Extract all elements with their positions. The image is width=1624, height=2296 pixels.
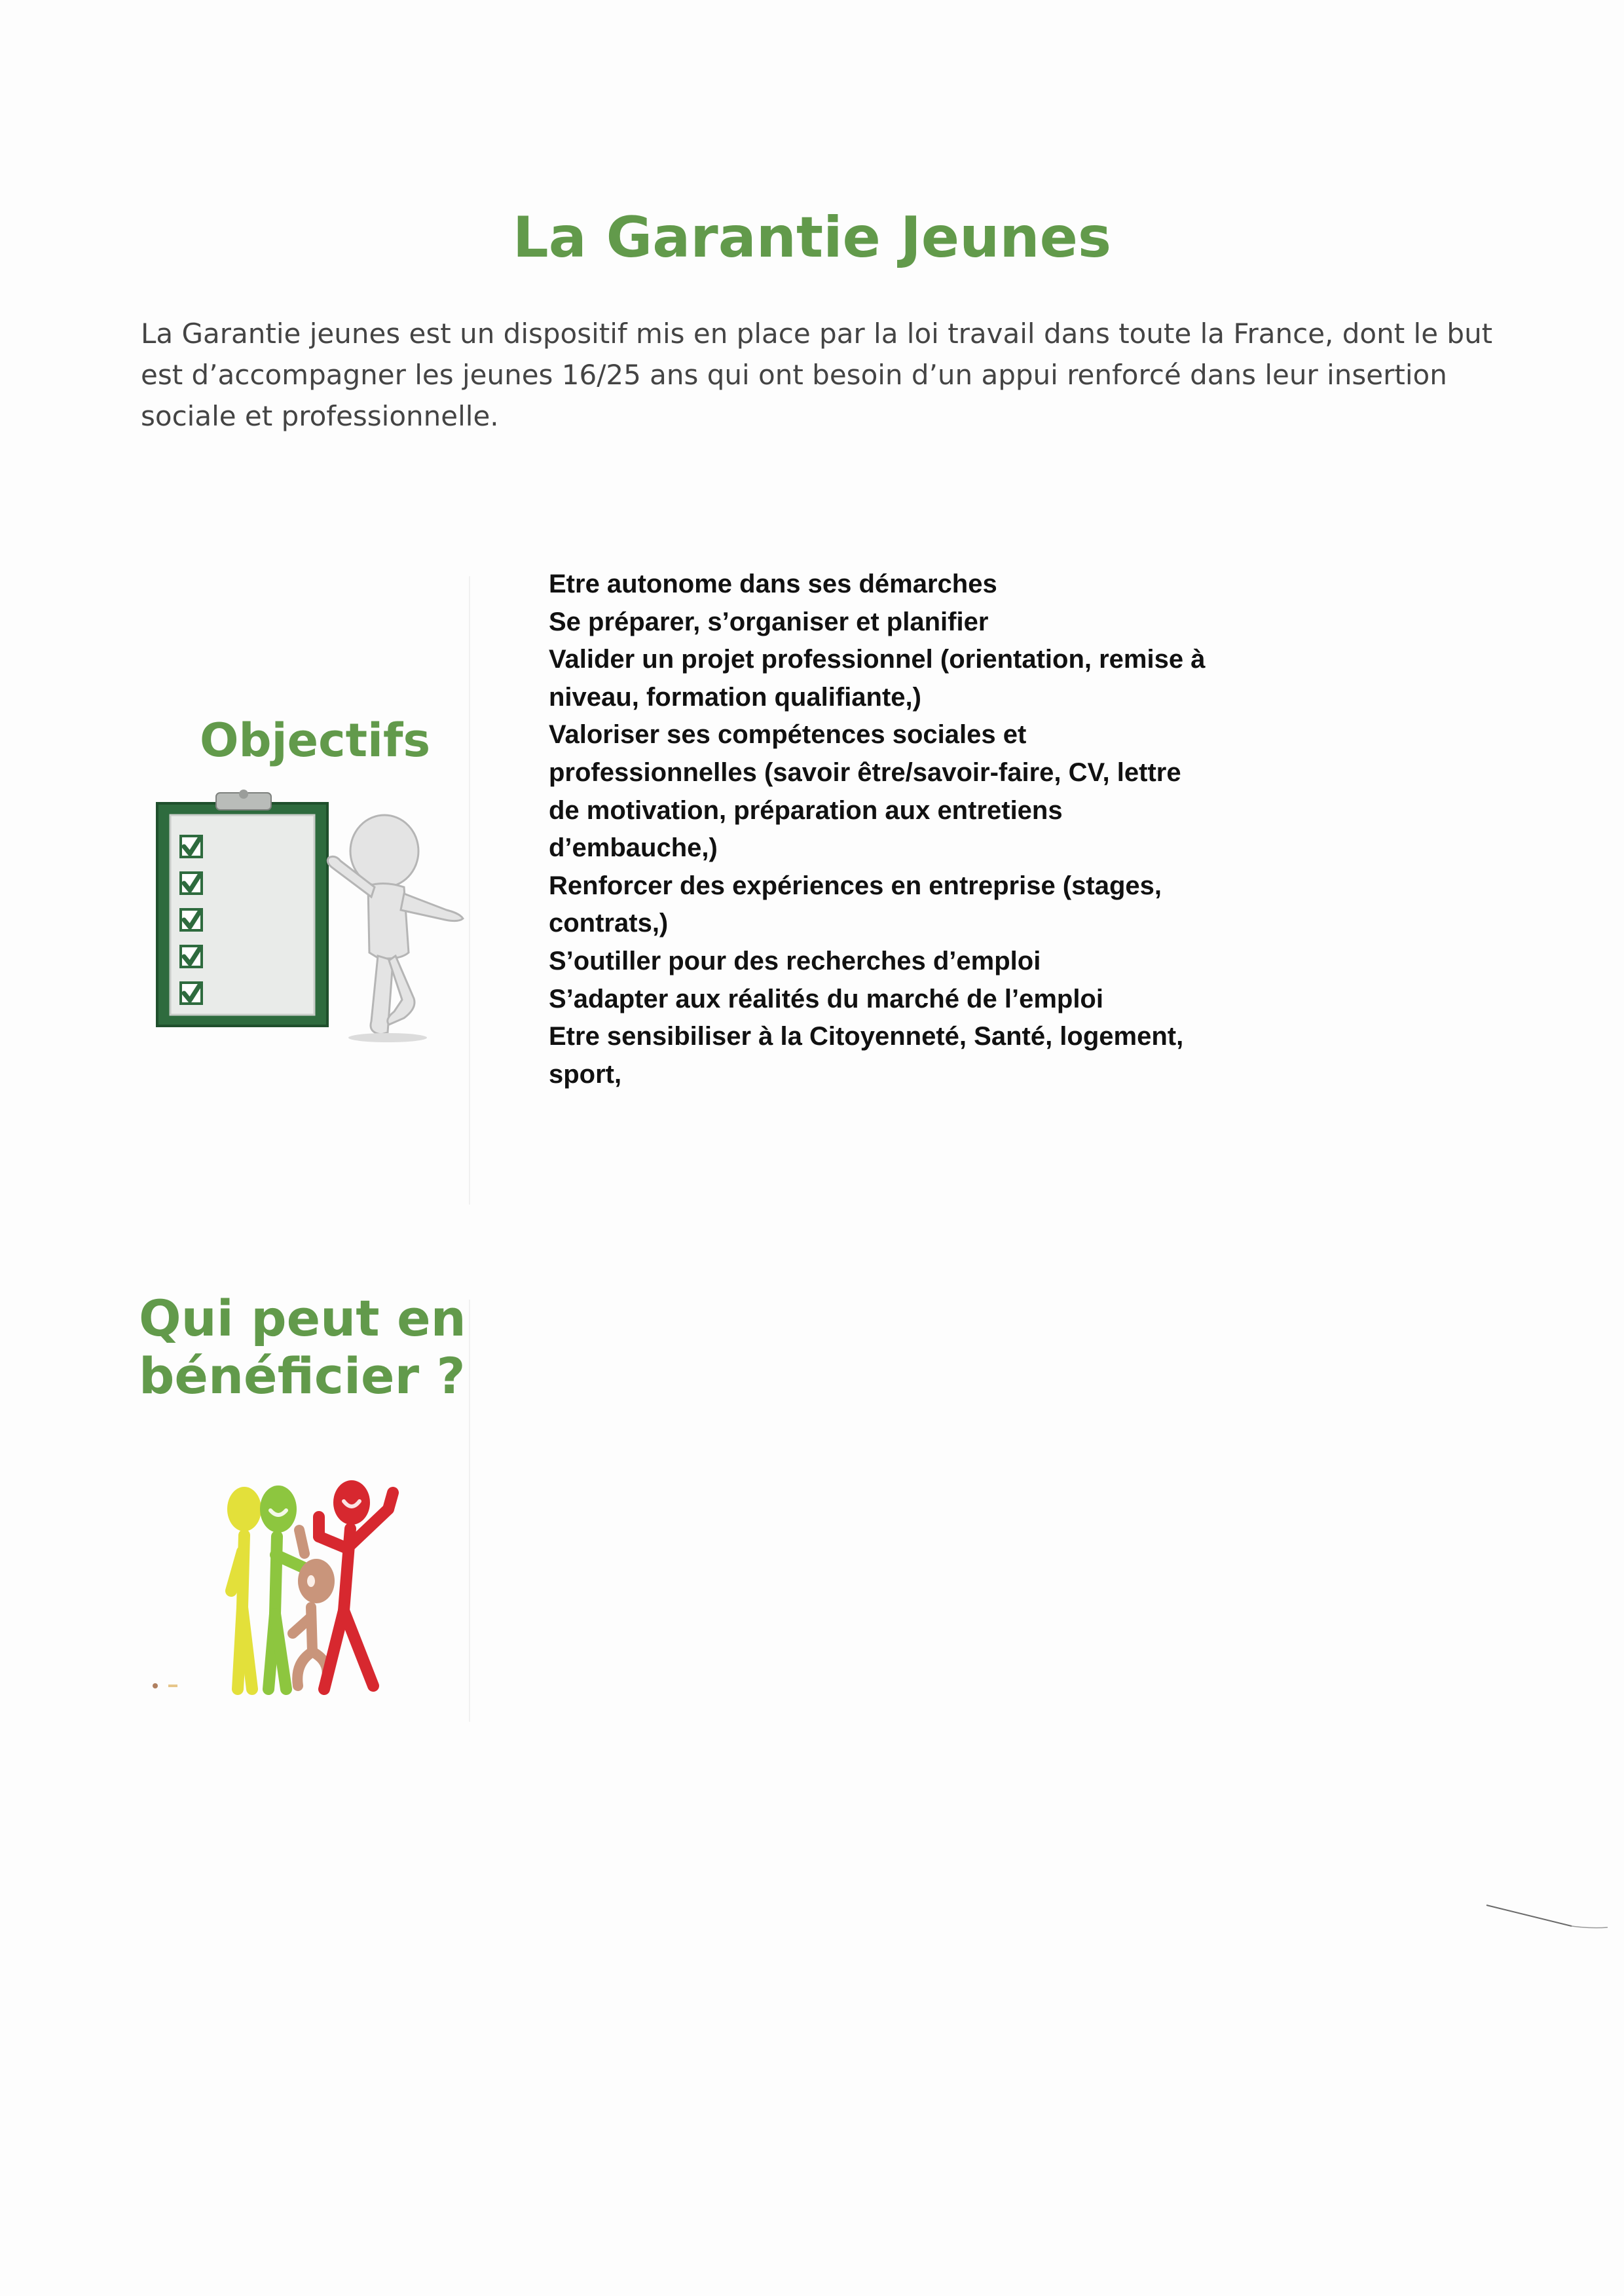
beneficiaires-heading (139, 1290, 506, 1405)
objectif-line: Se préparer, s’organiser et planifier (549, 607, 989, 636)
objectif-line: contrats,) (549, 909, 669, 938)
objectif-line: S’adapter aux réalités du marché de l’emploi (549, 984, 1103, 1013)
page-title: La Garantie Jeunes (512, 204, 1112, 270)
objectif-line: sport, (549, 1059, 622, 1089)
yellow-person-icon (227, 1487, 261, 1689)
person-figure-icon (327, 815, 463, 1034)
objectif-line: Etre autonome dans ses démarches (549, 570, 997, 598)
beneficiaires-heading-line: Qui peut en (139, 1289, 466, 1347)
objectif-line: Valider un projet professionnel (orientation, remise à (549, 645, 1206, 674)
group-of-people-illustration (147, 1476, 422, 1702)
objectif-line: Valoriser ses compétences sociales et (549, 720, 1027, 750)
objectif-line: Etre sensibiliser à la Citoyenneté, Santé, logement, (549, 1022, 1184, 1051)
objectif-line: niveau, formation qualifiante,) (549, 682, 921, 712)
objectifs-list (549, 566, 1282, 1093)
objectif-line: de motivation, préparation aux entretiens (549, 795, 1063, 825)
beneficiaires-heading-line: bénéficier ? (139, 1347, 466, 1405)
objectif-line: Renforcer des expériences en entreprise (stages, (549, 871, 1162, 900)
scan-mark (1480, 1886, 1611, 1938)
objectif-line: professionnelles (savoir être/savoir-faire, CV, lettre (549, 757, 1181, 787)
clipboard-checklist-illustration (152, 789, 473, 1044)
objectif-line: S’outiller pour des recherches d’emploi (549, 946, 1041, 975)
intro-paragraph: La Garantie jeunes est un dispositif mis en place par la loi travail dans toute la France, dont le but est d’accompagner les jeunes 16/25 ans qui ont besoin d’un appui renforcé dans leur insertion sociale et professionnelle. (141, 318, 1493, 432)
objectif-line: d’embauche,) (549, 833, 718, 863)
objectifs-heading: Objectifs (200, 714, 431, 767)
